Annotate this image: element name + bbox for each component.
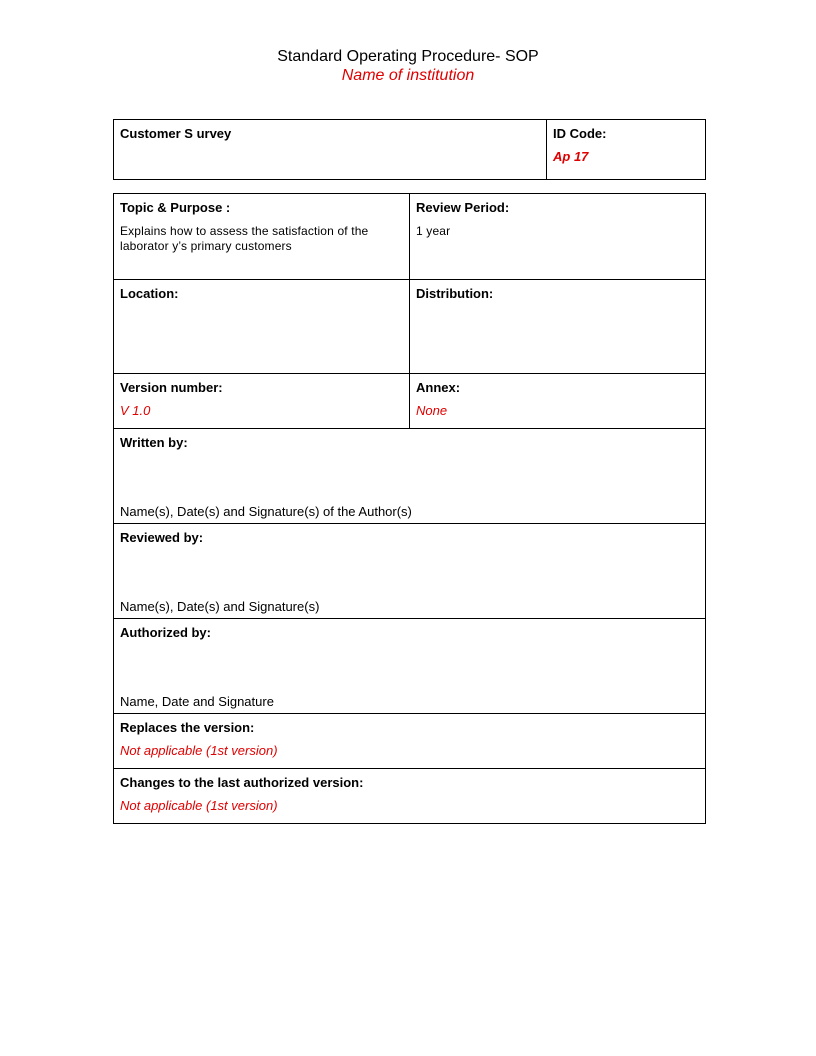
authorized-by-cell (114, 619, 706, 714)
reviewed-by-label: Reviewed by: (120, 530, 204, 545)
sop-name-cell (114, 120, 547, 180)
authorized-by-label: Authorized by: (120, 625, 211, 640)
id-code-label: ID Code: (553, 126, 607, 141)
review-period-cell (410, 194, 706, 280)
changes-label: Changes to the last authorized version: (120, 775, 364, 790)
sop-title-table (113, 119, 706, 180)
topic-purpose-value: Explains how to assess the satisfaction of the laborator y’s primary customers (120, 224, 369, 253)
distribution-cell (410, 280, 706, 374)
distribution-label: Distribution: (416, 286, 494, 301)
written-by-cell (114, 429, 706, 524)
review-period-label: Review Period: (416, 200, 510, 215)
written-by-note: Name(s), Date(s) and Signature(s) of the Author(s) (120, 504, 412, 519)
changes-value: Not applicable (1st version) (120, 798, 278, 813)
replaces-version-value: Not applicable (1st version) (120, 743, 278, 758)
location-label: Location: (120, 286, 179, 301)
reviewed-by-note: Name(s), Date(s) and Signature(s) (120, 599, 320, 614)
id-code-cell (547, 120, 706, 180)
version-number-value: V 1.0 (120, 403, 151, 418)
review-period-value: 1 year (416, 224, 451, 238)
id-code-value: Ap 17 (553, 149, 589, 164)
replaces-version-cell (114, 714, 706, 769)
topic-purpose-cell (114, 194, 410, 280)
annex-value: None (416, 403, 448, 418)
replaces-version-label: Replaces the version: (120, 720, 255, 735)
annex-label: Annex: (416, 380, 461, 395)
reviewed-by-cell (114, 524, 706, 619)
version-number-cell (114, 374, 410, 429)
institution-name: Name of institution (341, 67, 475, 84)
topic-purpose-label: Topic & Purpose : (120, 200, 231, 215)
annex-cell (410, 374, 706, 429)
page-header (0, 47, 816, 85)
location-cell (114, 280, 410, 374)
document-title: Standard Operating Procedure- SOP (277, 48, 539, 65)
sop-details-table (113, 193, 706, 824)
written-by-label: Written by: (120, 435, 188, 450)
authorized-by-note: Name, Date and Signature (120, 694, 274, 709)
sop-name: Customer S urvey (120, 126, 232, 141)
version-number-label: Version number: (120, 380, 223, 395)
changes-cell (114, 769, 706, 824)
